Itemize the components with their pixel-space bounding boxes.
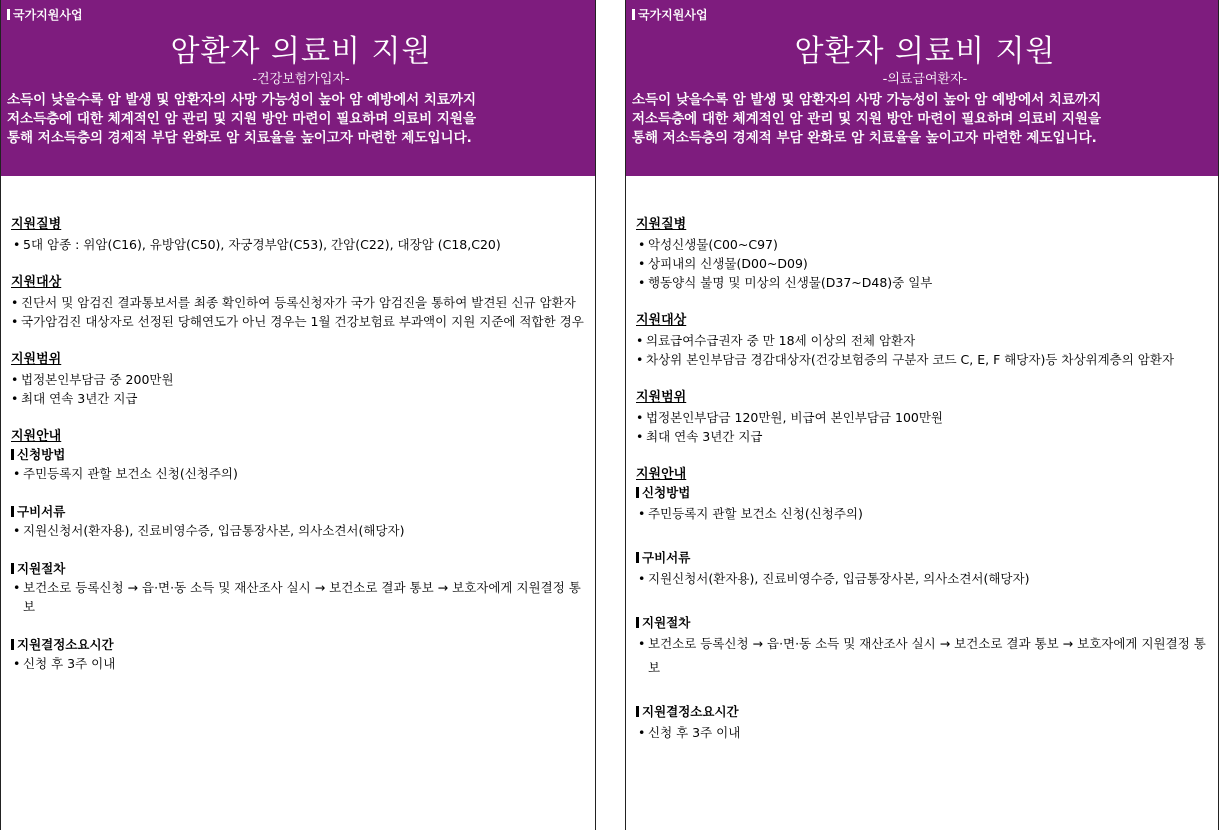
- subhead-label: 지원절차: [642, 615, 691, 630]
- subhead-duration: [11, 635, 585, 654]
- section-title-disease: 지원질병: [11, 217, 62, 232]
- section-title-guide: 지원안내: [636, 467, 687, 482]
- guide-group-duration: [636, 702, 1208, 745]
- subhead-documents: [11, 502, 585, 521]
- section-title-scope: 지원범위: [11, 352, 62, 367]
- page-subtitle: -건강보험가입자-: [252, 72, 350, 87]
- section-title-target: 지원대상: [636, 313, 687, 328]
- page-subtitle: -의료급여환자-: [882, 72, 968, 87]
- bar-icon: [7, 9, 10, 20]
- list-item: • 보건소로 등록신청 → 읍·면·동 소득 및 재산조사 실시 → 보건소로 결과 통보 → 보호자에게 지원결정 통보: [636, 632, 1208, 680]
- description-line: 소득이 낮을수록 암 발생 및 암환자의 사망 가능성이 높아 암 예방에서 치료까지: [632, 92, 1102, 108]
- list-item: • 신청 후 3주 이내: [636, 721, 1208, 745]
- bar-icon: [11, 506, 14, 517]
- documents-list: [11, 521, 585, 540]
- subhead-label: 지원결정소요시간: [17, 637, 114, 652]
- description-line: 소득이 낮을수록 암 발생 및 암환자의 사망 가능성이 높아 암 예방에서 치료까지: [7, 92, 477, 108]
- list-item: • 최대 연속 3년간 지급: [11, 389, 585, 408]
- description-line: 통해 저소득층의 경제적 부담 완화로 암 치료율을 높이고자 마련한 제도입니다.: [632, 130, 1097, 146]
- apply-list: [636, 502, 1208, 526]
- list-item: • 법정본인부담금 120만원, 비급여 본인부담금 100만원: [636, 408, 1208, 427]
- subhead-label: 지원절차: [17, 561, 66, 576]
- subhead-duration: [636, 702, 1208, 721]
- subhead-label: 구비서류: [17, 504, 66, 519]
- list-item: • 의료급여수급권자 중 만 18세 이상의 전체 암환자: [636, 331, 1208, 350]
- bar-icon: [11, 563, 14, 574]
- section-title-scope: 지원범위: [636, 390, 687, 405]
- list-item: • 악성신생물(C00~C97): [636, 235, 1208, 254]
- guide-group-apply: [11, 445, 585, 483]
- description-line: 통해 저소득층의 경제적 부담 완화로 암 치료율을 높이고자 마련한 제도입니다.: [7, 130, 472, 146]
- guide-group-procedure: [636, 613, 1208, 680]
- program-tag-label: 국가지원사업: [638, 8, 708, 22]
- panel-health-insurance: [0, 0, 596, 830]
- subhead-procedure: [11, 559, 585, 578]
- list-item: • 주민등록지 관할 보건소 신청(신청주의): [636, 502, 1208, 526]
- panel-medical-aid: [625, 0, 1219, 830]
- list-item: • 법정본인부담금 중 200만원: [11, 370, 585, 389]
- list-item: • 상피내의 신생물(D00~D09): [636, 254, 1208, 273]
- section-title-target: 지원대상: [11, 275, 62, 290]
- list-item: • 지원신청서(환자용), 진료비영수증, 입금통장사본, 의사소견서(해당자): [11, 521, 585, 540]
- bar-icon: [636, 552, 639, 563]
- list-item: • 주민등록지 관할 보건소 신청(신청주의): [11, 464, 585, 483]
- subhead-label: 신청방법: [17, 447, 66, 462]
- subhead-label: 구비서류: [642, 550, 691, 565]
- subhead-procedure: [636, 613, 1208, 632]
- subhead-apply: [11, 445, 585, 464]
- page-title: 암환자 의료비 지원: [170, 34, 432, 69]
- list-item: • 최대 연속 3년간 지급: [636, 427, 1208, 446]
- list-item: • 보건소로 등록신청 → 읍·면·동 소득 및 재산조사 실시 → 보건소로 결과 통보 → 보호자에게 지원결정 통보: [11, 578, 585, 616]
- subhead-label: 신청방법: [642, 485, 691, 500]
- list-item: • 행동양식 불명 및 미상의 신생물(D37~D48)중 일부: [636, 273, 1208, 292]
- duration-list: [11, 654, 585, 673]
- scope-list: [11, 370, 585, 408]
- list-item: • 진단서 및 암검진 결과통보서를 최종 확인하여 등록신청자가 국가 암검진을 통하여 발견된 신규 암환자: [11, 293, 585, 312]
- content-body: [626, 176, 1218, 745]
- bar-icon: [636, 487, 639, 498]
- subhead-apply: [636, 483, 1208, 502]
- content-body: [1, 176, 595, 673]
- page-title: 암환자 의료비 지원: [794, 34, 1056, 69]
- guide-group-apply: [636, 483, 1208, 526]
- disease-list: [636, 235, 1208, 292]
- list-item: • 지원신청서(환자용), 진료비영수증, 입금통장사본, 의사소견서(해당자): [636, 567, 1208, 591]
- header-banner: [626, 0, 1218, 176]
- description-line: 저소득층에 대한 체계적인 암 관리 및 지원 방안 마련이 필요하며 의료비 지원을: [7, 111, 477, 127]
- target-list: [11, 293, 585, 331]
- subhead-label: 지원결정소요시간: [642, 704, 739, 719]
- guide-group-documents: [636, 548, 1208, 591]
- scope-list: [636, 408, 1208, 446]
- procedure-list: [636, 632, 1208, 680]
- bar-icon: [632, 9, 635, 20]
- program-tag-label: 국가지원사업: [13, 8, 83, 22]
- guide-group-documents: [11, 502, 585, 540]
- apply-list: [11, 464, 585, 483]
- bar-icon: [11, 639, 14, 650]
- header-banner: [1, 0, 595, 176]
- bar-icon: [636, 706, 639, 717]
- subhead-documents: [636, 548, 1208, 567]
- list-item: • 차상위 본인부담금 경감대상자(건강보험증의 구분자 코드 C, E, F 해당자)등 차상위계층의 암환자: [636, 350, 1208, 369]
- section-title-disease: 지원질병: [636, 217, 687, 232]
- list-item: • 국가암검진 대상자로 선정된 당해연도가 아닌 경우는 1월 건강보험료 부과액이 지원 지준에 적합한 경우: [11, 312, 585, 331]
- duration-list: [636, 721, 1208, 745]
- description: [632, 91, 1218, 148]
- guide-group-duration: [11, 635, 585, 673]
- bar-icon: [11, 449, 14, 460]
- section-title-guide: 지원안내: [11, 429, 62, 444]
- list-item: • 신청 후 3주 이내: [11, 654, 585, 673]
- documents-list: [636, 567, 1208, 591]
- guide-group-procedure: [11, 559, 585, 616]
- procedure-list: [11, 578, 585, 616]
- target-list: [636, 331, 1208, 369]
- description: [7, 91, 595, 148]
- description-line: 저소득층에 대한 체계적인 암 관리 및 지원 방안 마련이 필요하며 의료비 지원을: [632, 111, 1102, 127]
- program-tag: [7, 6, 595, 23]
- bar-icon: [636, 617, 639, 628]
- list-item: • 5대 암종 : 위암(C16), 유방암(C50), 자궁경부암(C53), 간암(C22), 대장암 (C18,C20): [11, 235, 585, 254]
- program-tag: [632, 6, 1218, 23]
- disease-list: [11, 235, 585, 254]
